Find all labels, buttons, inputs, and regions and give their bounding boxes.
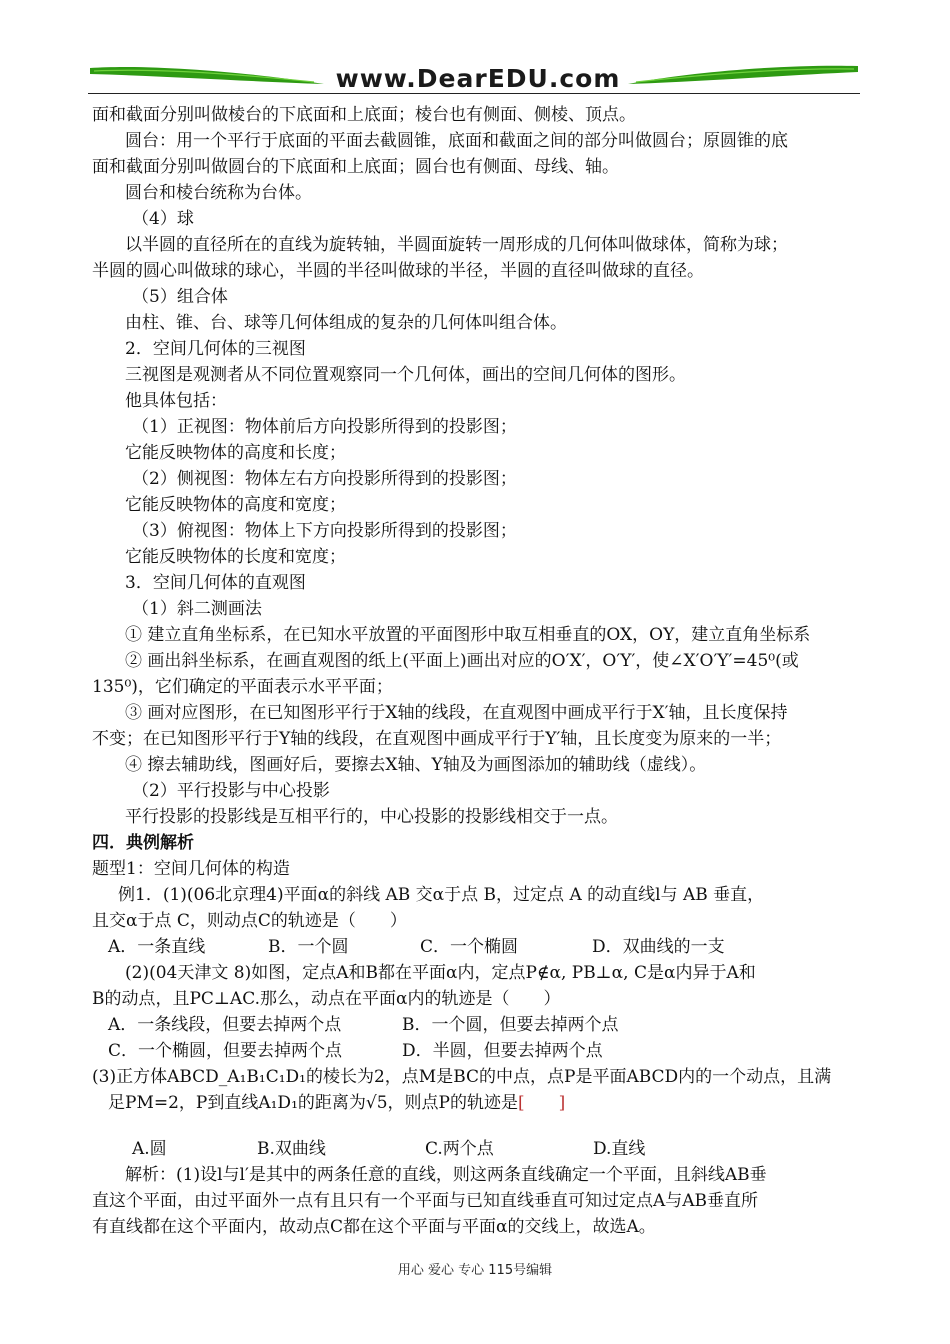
- option: D．半圆，但要去掉两个点: [402, 1041, 603, 1061]
- option: B.双曲线: [257, 1139, 326, 1159]
- options-row: [92, 1136, 862, 1162]
- page-footer: 用心 爱心 专心 115号编辑: [397, 1263, 553, 1278]
- text-line: 不变；在已知图形平行于Y轴的线段，在直观图中画成平行于Y′轴，且长度变为原来的一半；: [92, 729, 782, 749]
- example-text: 足PM=2，P到直线A₁D₁的距离为√5，则点P的轨迹是: [108, 1093, 518, 1113]
- text-line: 平行投影的投影线是互相平行的，中心投影的投影线相交于一点。: [125, 807, 618, 827]
- text-line: 圆台：用一个平行于底面的平面去截圆锥，底面和截面之间的部分叫做圆台；原圆锥的底: [125, 131, 788, 151]
- text-line: 圆台和棱台统称为台体。: [125, 183, 312, 203]
- options-row: [92, 1038, 862, 1064]
- spacer: [92, 1116, 862, 1136]
- text-line: ④ 擦去辅助线，图画好后，要擦去X轴、Y轴及为画图添加的辅助线（虚线）。: [125, 755, 707, 775]
- options-row: [92, 1012, 862, 1038]
- question-type-heading: 题型1：空间几何体的构造: [92, 859, 290, 879]
- option: D.直线: [593, 1139, 646, 1159]
- text-line: 面和截面分别叫做棱台的下底面和上底面；棱台也有侧面、侧棱、顶点。: [92, 105, 636, 125]
- text-line: 面和截面分别叫做圆台的下底面和上底面；圆台也有侧面、母线、轴。: [92, 157, 619, 177]
- example-line: 且交α于点 C，则动点C的轨迹是（ ）: [92, 911, 407, 931]
- text-line: （2）侧视图：物体左右方向投影所得到的投影图；: [132, 469, 517, 489]
- header-rule: [88, 93, 860, 94]
- text-line: 以半圆的直径所在的直线为旋转轴，半圆面旋转一周形成的几何体叫做球体，简称为球；: [125, 235, 788, 255]
- text-line: 半圆的圆心叫做球的球心，半圆的半径叫做球的半径，半圆的直径叫做球的直径。: [92, 261, 704, 281]
- text-line: 三视图是观测者从不同位置观察同一个几何体，画出的空间几何体的图形。: [125, 365, 686, 385]
- solution-line: 有直线都在这个平面内，故动点C都在这个平面与平面α的交线上，故选A。: [92, 1217, 656, 1237]
- option: C．一个椭圆: [420, 937, 519, 957]
- example-line: (3)正方体ABCD_A₁B₁C₁D₁的棱长为2，点M是BC的中点，点P是平面ABCD内的一个动点，且满: [92, 1067, 832, 1087]
- document-body: [92, 102, 862, 1240]
- option: A.圆: [132, 1139, 167, 1159]
- section-heading: （5）组合体: [132, 287, 228, 307]
- option: B．一个圆: [268, 937, 349, 957]
- text-line: ① 建立直角坐标系，在已知水平放置的平面图形中取互相垂直的OX，OY，建立直角坐标系: [125, 625, 811, 645]
- option: C.两个点: [425, 1139, 494, 1159]
- section-heading: （4）球: [132, 209, 194, 229]
- option: C．一个椭圆，但要去掉两个点: [108, 1041, 343, 1061]
- site-title: www.DearEDU.com: [335, 64, 621, 93]
- option: B．一个圆，但要去掉两个点: [402, 1015, 619, 1035]
- chapter-heading: 四．典例解析: [92, 833, 194, 853]
- option: D．双曲线的一支: [592, 937, 725, 957]
- option: A．一条线段，但要去掉两个点: [108, 1015, 342, 1035]
- example-line: 例1．(1)(06北京理4)平面α的斜线 AB 交α于点 B，过定点 A 的动直线l与 AB 垂直，: [118, 885, 765, 905]
- text-line: 它能反映物体的长度和宽度；: [125, 547, 346, 567]
- section-heading: 3．空间几何体的直观图: [125, 573, 306, 593]
- text-line: 由柱、锥、台、球等几何体组成的复杂的几何体叫组合体。: [125, 313, 567, 333]
- solution-line: 直这个平面，由过平面外一点有且只有一个平面与已知直线垂直可知过定点A与AB垂直所: [92, 1191, 759, 1211]
- options-row: [92, 934, 862, 960]
- text-line: （1）正视图：物体前后方向投影所得到的投影图；: [132, 417, 517, 437]
- example-line: (2)(04天津文 8)如图，定点A和B都在平面α内，定点P∉α, PB⊥α, C是α内异于A和: [125, 963, 756, 983]
- text-line: ② 画出斜坐标系，在画直观图的纸上(平面上)画出对应的O′X′，O′Y′，使∠X′O′Y′=45⁰(或: [125, 651, 799, 671]
- text-line: ③ 画对应图形，在已知图形平行于X轴的线段，在直观图中画成平行于X′轴，且长度保持: [125, 703, 788, 723]
- section-heading: （1）斜二测画法: [132, 599, 262, 619]
- example-line: B的动点，且PC⊥AC.那么，动点在平面α内的轨迹是（ ）: [92, 989, 561, 1009]
- text-line: （3）俯视图：物体上下方向投影所得到的投影图；: [132, 521, 517, 541]
- text-line: 它能反映物体的高度和宽度；: [125, 495, 346, 515]
- option: A．一条直线: [108, 937, 206, 957]
- section-heading: 2．空间几何体的三视图: [125, 339, 306, 359]
- text-line: 135⁰)，它们确定的平面表示水平平面；: [92, 677, 393, 697]
- example-line: [92, 1090, 862, 1116]
- text-line: 他具体包括：: [125, 391, 227, 411]
- site-header-banner: [88, 62, 860, 96]
- solution-line: 解析：(1)设l与l′是其中的两条任意的直线，则这两条直线确定一个平面，且斜线AB垂: [125, 1165, 767, 1185]
- section-heading: （2）平行投影与中心投影: [132, 781, 330, 801]
- text-line: 它能反映物体的高度和长度；: [125, 443, 346, 463]
- answer-bracket: [ ]: [517, 1093, 566, 1113]
